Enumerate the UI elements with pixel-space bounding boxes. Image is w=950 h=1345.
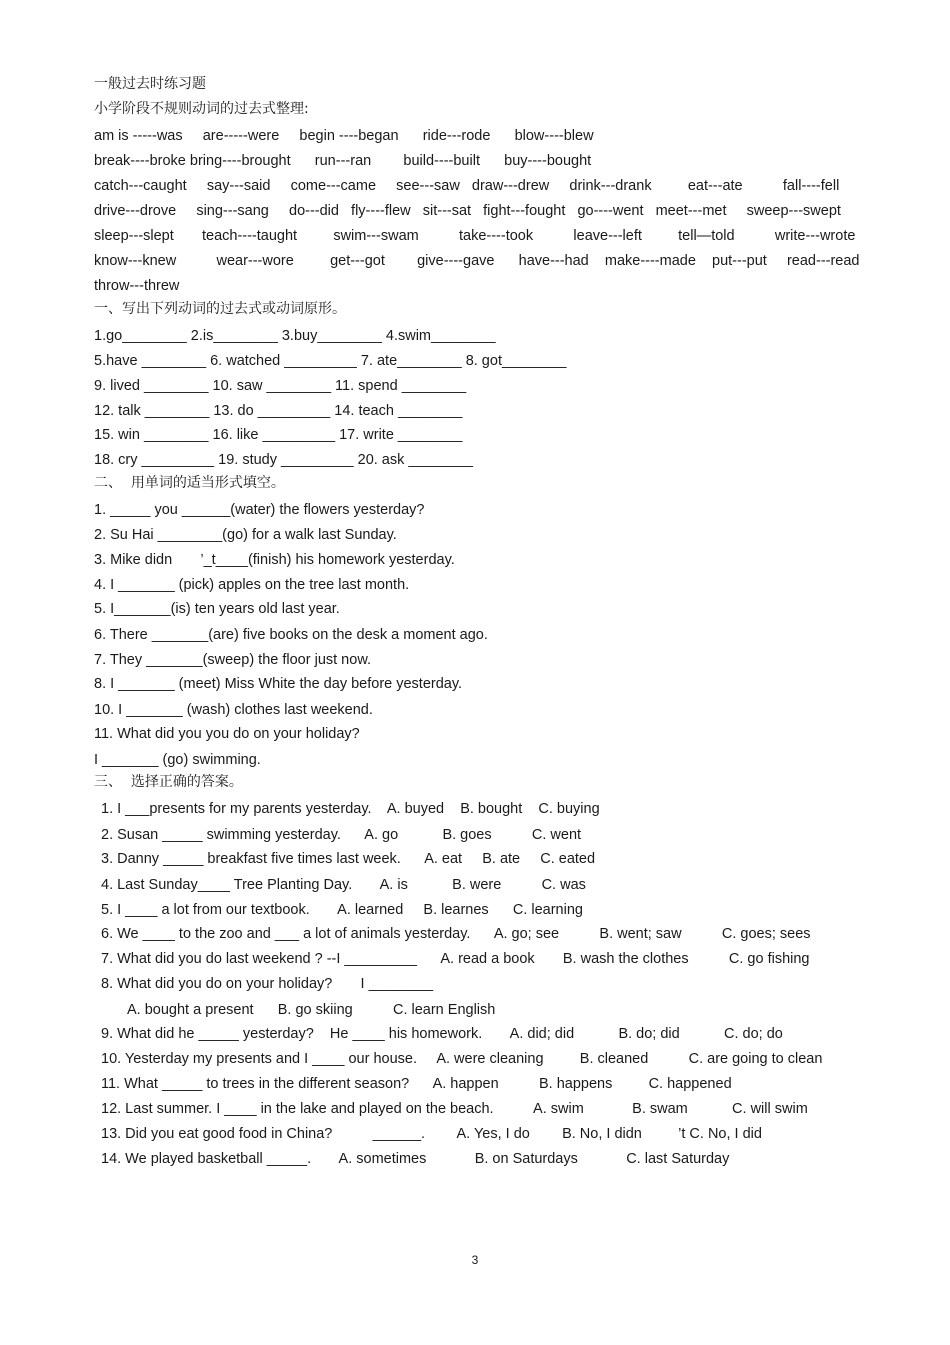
exercise-line: 10. I _______ (wash) clothes last weekend. xyxy=(94,702,373,718)
exercise-line: 6. There _______(are) five books on the desk a moment ago. xyxy=(94,627,488,643)
verb-line: catch---caught say---said come---came see---saw draw---drew drink---drank eat---ate fall----fell xyxy=(94,178,840,194)
question-line: 5. I ____ a lot from our textbook. A. learned B. learnes C. learning xyxy=(101,902,583,918)
exercise-line: 11. What did you you do on your holiday? xyxy=(94,726,360,742)
page-number: 3 xyxy=(471,1253,479,1267)
worksheet-title: 一般过去时练习题 xyxy=(94,76,206,92)
verb-line: break----broke bring----brought run---ran build----built buy----bought xyxy=(94,153,592,169)
exercise-line: 1. _____ you ______(water) the flowers yesterday? xyxy=(94,502,425,518)
worksheet-subtitle: 小学阶段不规则动词的过去式整理: xyxy=(94,101,309,117)
question-line: 12. Last summer. I ____ in the lake and played on the beach. A. swim B. swam C. will swim xyxy=(101,1101,808,1117)
question-line: 2. Susan _____ swimming yesterday. A. go B. goes C. went xyxy=(101,827,582,843)
exercise-line: 12. talk ________ 13. do _________ 14. teach ________ xyxy=(94,403,463,419)
verb-line: am is -----was are-----were begin ----began ride---rode blow----blew xyxy=(94,128,594,144)
exercise-line: 3. Mike didn ’_t____(finish) his homework yesterday. xyxy=(94,552,455,568)
verb-line: drive---drove sing---sang do---did fly----flew sit---sat fight---fought go----went meet---met sweep---swept xyxy=(94,203,841,219)
question-line: 10. Yesterday my presents and I ____ our house. A. were cleaning B. cleaned C. are going to clean xyxy=(101,1051,823,1067)
question-line: 13. Did you eat good food in China? ______. A. Yes, I do B. No, I didn ’t C. No, I did xyxy=(101,1126,762,1142)
exercise-line: 7. They _______(sweep) the floor just now. xyxy=(94,652,372,668)
answer-options-line: A. bought a present B. go skiing C. learn English xyxy=(127,1002,496,1018)
question-line: 4. Last Sunday____ Tree Planting Day. A. is B. were C. was xyxy=(101,877,586,893)
question-line: 3. Danny _____ breakfast five times last week. A. eat B. ate C. eated xyxy=(101,851,596,867)
question-line: 14. We played basketball _____. A. sometimes B. on Saturdays C. last Saturday xyxy=(101,1151,730,1167)
question-line: 8. What did you do on your holiday? I ________ xyxy=(101,976,434,992)
exercise-line: 18. cry _________ 19. study _________ 20. ask ________ xyxy=(94,452,473,468)
exercise-line: 5.have ________ 6. watched _________ 7. ate________ 8. got________ xyxy=(94,353,567,369)
question-line: 1. I ___presents for my parents yesterday. A. buyed B. bought C. buying xyxy=(101,801,600,817)
question-line: 6. We ____ to the zoo and ___ a lot of animals yesterday. A. go; see B. went; saw C. goes; sees xyxy=(101,926,811,942)
exercise-line: 15. win ________ 16. like _________ 17. write ________ xyxy=(94,427,463,443)
question-line: 11. What _____ to trees in the different season? A. happen B. happens C. happened xyxy=(101,1076,732,1092)
verb-line: sleep---slept teach----taught swim---swam take----took leave---left tell—told write---wrote xyxy=(94,228,856,244)
exercise-line: I _______ (go) swimming. xyxy=(94,752,261,768)
exercise-line: 4. I _______ (pick) apples on the tree last month. xyxy=(94,577,410,593)
question-line: 7. What did you do last weekend ? --I _________ A. read a book B. wash the clothes C. go fishing xyxy=(101,951,810,967)
exercise-line: 9. lived ________ 10. saw ________ 11. spend ________ xyxy=(94,378,467,394)
verb-line: throw---threw xyxy=(94,278,180,294)
verb-line: know---knew wear---wore get---got give----gave have---had make----made put---put read---read xyxy=(94,253,860,269)
exercise-line: 8. I _______ (meet) Miss White the day before yesterday. xyxy=(94,676,463,692)
question-line: 9. What did he _____ yesterday? He ____ his homework. A. did; did B. do; did C. do; do xyxy=(101,1026,783,1042)
section-heading: 二、 用单词的适当形式填空。 xyxy=(94,475,285,491)
section-heading: 三、 选择正确的答案。 xyxy=(94,774,243,790)
section-heading: 一、写出下列动词的过去式或动词原形。 xyxy=(94,301,346,317)
exercise-line: 1.go________ 2.is________ 3.buy________ 4.swim________ xyxy=(94,328,496,344)
exercise-line: 5. I_______(is) ten years old last year. xyxy=(94,601,340,617)
exercise-line: 2. Su Hai ________(go) for a walk last Sunday. xyxy=(94,527,397,543)
